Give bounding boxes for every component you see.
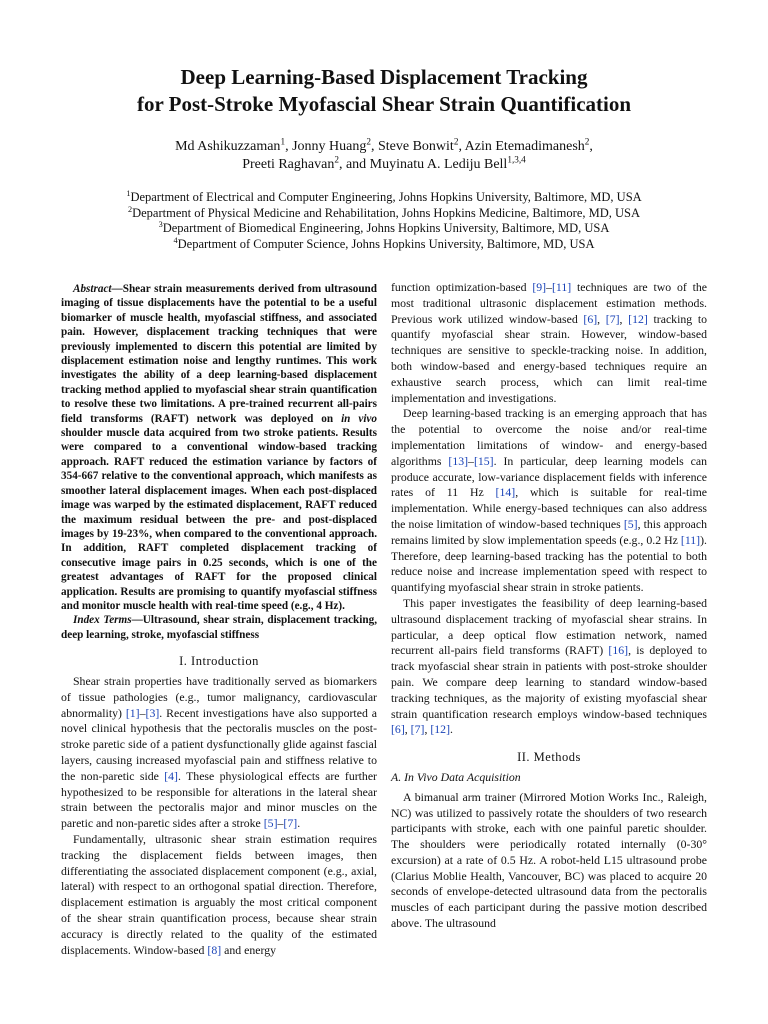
author-name: , Jonny Huang <box>285 139 367 154</box>
affiliation-mark: 2 <box>127 204 133 214</box>
affiliation-line <box>0 206 768 222</box>
index-terms <box>61 613 377 642</box>
abstract-label: Abstract <box>73 283 112 295</box>
subsection-heading: A. In Vivo Data Acquisition <box>391 769 521 784</box>
author-name: , Azin Etemadimanesh <box>458 139 585 154</box>
author-list <box>0 138 768 174</box>
affiliation-line <box>0 237 768 253</box>
paragraph-text: tracking to quantify myofascial shear strain. However, window-based techniques are sensitive to speckle-tracking noise. In addition, both window-based and energy-based techniques require an exhaustive search process, which can limit real-time implementation and investigations. <box>391 311 707 405</box>
author-affil-mark: 1,3,4 <box>507 154 526 165</box>
citation-link[interactable]: [15] <box>473 453 494 468</box>
affiliation-text: Department of Electrical and Computer Engineering, Johns Hopkins University, Baltimore, MD, USA <box>130 190 642 204</box>
citation-link[interactable]: [13] <box>448 453 469 468</box>
citation-link[interactable]: [6] <box>583 311 598 326</box>
citation-link[interactable]: [3] <box>145 705 160 720</box>
abstract-text: shoulder muscle data acquired from two stroke patients. Results were compared to a conventional window-based tracking approach. RAFT reduced the estimation variance by factors of 354-667 relative to the conventional approach, which manifests as smoother lateral displacement images. When each post-displaced image was warped by the estimated displacement, RAFT reduced the maximum residual between the pre- and post-displaced images by 19-23%, when compared to the conventional approach. In addition, RAFT completed displacement tracking of consecutive image pairs in 0.25 seconds, which is one of the greatest advantages of RAFT for the proposed clinical application. Results are promising to quantify myofascial stiffness and monitor muscle health with real-time speed (e.g., 4 Hz). <box>61 427 377 612</box>
citation-link[interactable]: [12] <box>628 311 648 326</box>
paragraph-text: . In particular, deep learning models can produce accurate, low-variance displacement fields with inference rates of 11 Hz <box>391 453 707 500</box>
citation-link[interactable]: [5] <box>263 816 278 831</box>
author-name: Preeti Raghavan <box>242 157 335 172</box>
paragraph-text: , <box>404 722 411 737</box>
author-affil-mark: 2 <box>584 136 590 147</box>
affiliation-line <box>0 190 768 206</box>
title-line-2: for Post-Stroke Myofascial Shear Strain Quantification <box>136 92 632 116</box>
index-terms-text: —Ultrasound, shear strain, displacement tracking, deep learning, stroke, myofascial stiffness <box>61 614 377 641</box>
abstract <box>61 282 377 613</box>
citation-link[interactable]: [7] <box>410 722 425 737</box>
section-heading-introduction: I. Introduction <box>179 654 259 669</box>
citation-link[interactable]: [16] <box>608 643 629 658</box>
left-column <box>61 282 377 958</box>
paper-title <box>0 64 768 118</box>
author-affil-mark: 1 <box>280 136 286 147</box>
paragraph-text: – <box>546 280 552 294</box>
citation-link[interactable]: [6] <box>391 722 405 737</box>
author-line-1 <box>0 138 768 156</box>
paragraph-text: Fundamentally, ultrasonic shear strain estimation requires tracking the displacement fields between images, then differentiating the associated displacement component (e.g., axial, lateral) with respect to an orthogonal spatial direction. Therefore, displacement estimation is arguably the most critical component of the shear strain quantification process, because shear strain accuracy is directly related to the quality of the estimated displacements. Window-based <box>61 831 377 957</box>
paragraph-text: and energy <box>221 942 277 957</box>
paragraph-text: . <box>450 722 453 737</box>
index-terms-label: Index Terms <box>73 614 132 627</box>
paragraph <box>61 674 377 832</box>
affiliation-text: Department of Physical Medicine and Rehabilitation, Johns Hopkins Medicine, Baltimore, MD, USA <box>132 205 641 220</box>
affiliation-list <box>0 190 768 252</box>
paragraph-text: – <box>277 816 284 831</box>
title-line-1: Deep Learning-Based Displacement Tracking <box>180 65 588 89</box>
paragraph-text: This paper investigates the feasibility of deep learning-based ultrasound displacement tracking of myofascial shear strains. In particular, a deep optical flow estimation network, named recurrent all-pairs field transforms (RAFT) <box>391 595 707 658</box>
paragraph <box>391 596 707 738</box>
affiliation-mark: 1 <box>126 188 131 198</box>
paragraph: A bimanual arm trainer (Mirrored Motion Works Inc., Raleigh, NC) was utilized to passively rotate the shoulders of two research participants with stroke, each with one painful paretic shoulder. The shoulders were periodically rotated internally (0-30° excursion) at a rate of 0.5 Hz. A robot-held L15 ultrasound probe (Clarius Moblie Health, Vancouver, BC) was placed to acquire 20 seconds of envelope-detected ultrasound data from the pectoralis muscles of each participant during the passive motion described above. The ultrasound <box>391 789 707 931</box>
affiliation-line <box>0 221 768 237</box>
author-separator: , <box>589 139 593 154</box>
paragraph-text: . <box>297 816 301 831</box>
abstract-italic: in vivo <box>341 412 377 425</box>
section-heading-methods: II. Methods <box>517 750 581 765</box>
author-name: , and Muyinatu A. Lediju Bell <box>338 157 508 172</box>
citation-link[interactable]: [7] <box>283 816 298 831</box>
paragraph-text: , <box>424 722 431 737</box>
citation-link[interactable]: [7] <box>605 311 620 326</box>
citation-link[interactable]: [12] <box>430 722 450 737</box>
author-name: , Steve Bonwit <box>370 139 454 154</box>
author-affil-mark: 2 <box>366 136 371 147</box>
author-name: Md Ashikuzzaman <box>175 139 281 154</box>
citation-link[interactable]: [11] <box>552 280 572 294</box>
affiliation-text: Department of Computer Science, Johns Hopkins University, Baltimore, MD, USA <box>177 236 595 251</box>
affiliation-mark: 3 <box>158 219 163 229</box>
citation-link[interactable]: [14] <box>495 485 516 500</box>
paragraph-text: , which is suitable for real-time implementation. While energy-based techniques can also address the noise limitation of window-based techniques <box>391 485 707 531</box>
paragraph <box>391 280 707 406</box>
author-affil-mark: 2 <box>453 136 459 147</box>
citation-link[interactable]: [9] <box>532 280 547 294</box>
citation-link[interactable]: [5] <box>623 516 638 531</box>
affiliation-text: Department of Biomedical Engineering, Johns Hopkins University, Baltimore, MD, USA <box>162 221 610 235</box>
affiliation-mark: 4 <box>173 235 178 245</box>
author-line-2 <box>0 156 768 174</box>
citation-link[interactable]: [11] <box>680 532 701 547</box>
paragraph-text: ). Therefore, deep learning-based tracking has the potential to both reduce noise and increase implementation speed with respect to quantifying myofascial shear strain in stroke patients. <box>391 532 707 595</box>
paragraph-text: function optimization-based <box>391 280 533 294</box>
paragraph <box>61 832 377 958</box>
author-affil-mark: 2 <box>334 154 339 165</box>
abstract-text: —Shear strain measurements derived from ultrasound imaging of tissue displacements have the potential to be a useful biomarker of muscle health, myofascial stiffness, and associated pain. However, displacement tracking techniques that were previously implemented to discern this potential are limited by displacement estimation noise and lengthy runtimes. This work investigates the ability of a deep learning-based displacement tracking method applied to myofascial shear strain quantification to resolve these two limitations. A pre-trained recurrent all-pairs field transforms (RAFT) network was deployed on <box>61 283 377 425</box>
paragraph-text: , this approach remains limited by slow implementation speeds (e.g., 0.2 Hz <box>391 516 708 547</box>
paragraph-text: Deep learning-based tracking is an emerging approach that has the potential to overcome the noise and/or real-time implementation limitations of window- and energy-based algorithms <box>391 406 707 468</box>
paragraph <box>391 406 707 596</box>
citation-link[interactable]: [8] <box>207 942 222 957</box>
paragraph-text: . These physiological effects are further hypothesized to be responsible for alterations in the lateral shear strain between the pectoralis major and minor muscles on the paretic and non-paretic sides after a stroke <box>61 768 377 831</box>
citation-link[interactable]: [4] <box>164 768 178 783</box>
paragraph-text: , is deployed to track myofascial shear strain in patients with post-stroke shoulder pain. We compare deep learning to standard window-based tracking techniques, as the majority of existing myofascial shear strain quantification research employs window-based techniques <box>391 643 707 721</box>
paragraph-text: . Recent investigations have also supported a novel clinical hypothesis that the pectoralis muscles on the post-stroke paretic side of a patient dysfunctionally glide against fascial layers, causing increased myofascial pain and stiffness relative to the non-paretic side <box>61 705 377 783</box>
paragraph-text: – <box>139 705 146 720</box>
paragraph-text: , <box>619 311 629 326</box>
paragraph-text: – <box>468 453 474 468</box>
paragraph-text: techniques are two of the most traditional ultrasonic displacement estimation methods. Previous work utilized window-based <box>391 280 707 326</box>
citation-link[interactable]: [1] <box>125 705 140 720</box>
paragraph-text: Shear strain properties have traditionally served as biomarkers of tissue pathologies (e.g., tumor malignancy, cardiovascular abnormality) <box>61 673 377 720</box>
right-column <box>391 280 707 932</box>
paragraph-text: , <box>597 311 606 326</box>
